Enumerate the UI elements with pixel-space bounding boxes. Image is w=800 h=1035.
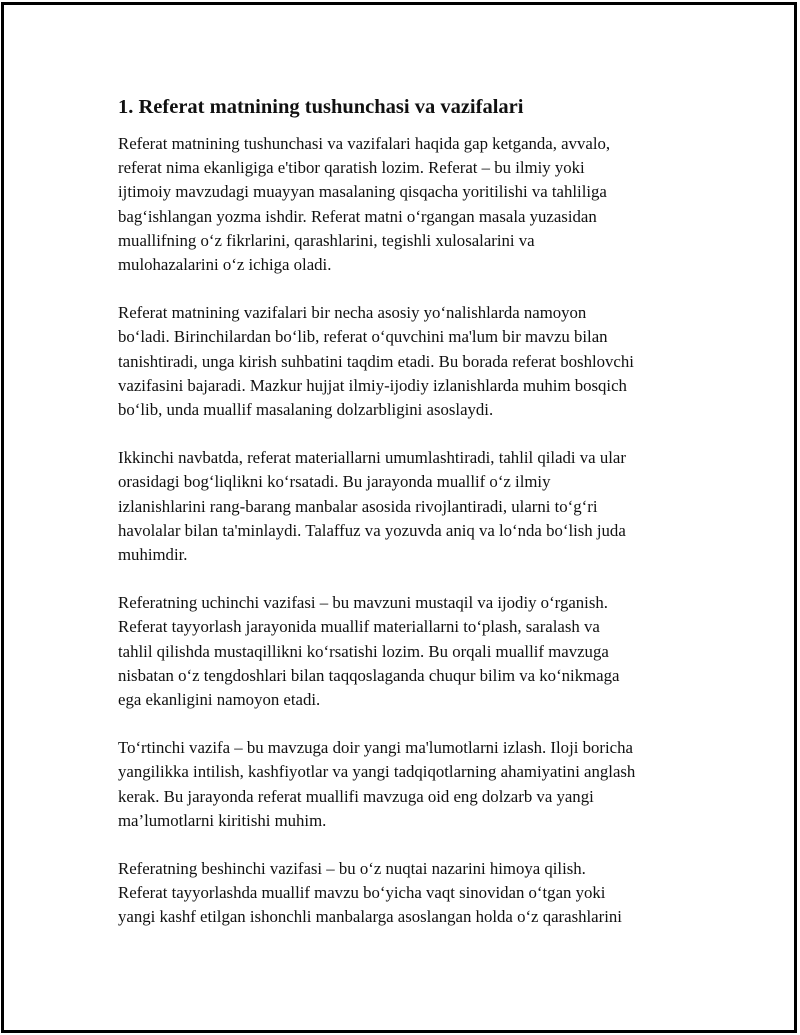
paragraph-5 xyxy=(118,736,698,833)
text-line: Ikkinchi navbatda, referat materiallarni umumlashtiradi, tahlil qiladi va ular xyxy=(118,448,626,468)
text-line: Referatning uchinchi vazifasi – bu mavzuni mustaqil va ijodiy o‘rganish. xyxy=(118,593,608,613)
text-line: Referat tayyorlash jarayonida muallif materiallarni to‘plash, saralash va xyxy=(118,617,600,637)
text-line: To‘rtinchi vazifa – bu mavzuga doir yangi ma'lumotlarni izlash. Iloji boricha xyxy=(118,738,633,758)
text-line: tahlil qilishda mustaqillikni ko‘rsatishi lozim. Bu orqali muallif mavzuga xyxy=(118,641,609,661)
text-line: izlanishlarini rang-barang manbalar asosida rivojlantiradi, ularni to‘g‘ri xyxy=(118,496,598,516)
text-line: referat nima ekanligiga e'tibor qaratish lozim. Referat – bu ilmiy yoki xyxy=(118,158,585,178)
text-line: Referat matnining tushunchasi va vazifalari haqida gap ketganda, avvalo, xyxy=(118,134,611,153)
text-line: ega ekanligini namoyon etadi. xyxy=(118,690,321,710)
text-line: orasidagi bog‘liqlikni ko‘rsatadi. Bu jarayonda muallif o‘z ilmiy xyxy=(118,472,551,492)
text-line: ma’lumotlarni kiritishi muhim. xyxy=(118,810,327,830)
text-line: tanishtiradi, unga kirish suhbatini taqdim etadi. Bu borada referat boshlovchi xyxy=(118,351,634,371)
paragraph-1 xyxy=(118,132,698,277)
document-content xyxy=(118,94,698,954)
text-line: mulohazalarini o‘z ichiga oladi. xyxy=(118,255,332,275)
text-line: vazifasini bajaradi. Mazkur hujjat ilmiy-ijodiy izlanishlarda muhim bosqich xyxy=(118,375,627,395)
paragraph-3 xyxy=(118,446,698,567)
text-line: Referat tayyorlashda muallif mavzu bo‘yicha vaqt sinovidan o‘tgan yoki xyxy=(118,883,606,903)
paragraph-4 xyxy=(118,591,698,712)
text-line: ijtimoiy mavzudagi muayyan masalaning qisqacha yoritilishi va tahliliga xyxy=(118,182,607,202)
document-title: 1. Referat matnining tushunchasi va vazifalari xyxy=(118,96,524,118)
paragraph-6 xyxy=(118,857,698,930)
text-line: bo‘ladi. Birinchilardan bo‘lib, referat o‘quvchini ma'lum bir mavzu bilan xyxy=(118,327,608,347)
text-line: Referatning beshinchi vazifasi – bu o‘z nuqtai nazarini himoya qilish. xyxy=(118,859,586,879)
text-line: bag‘ishlangan yozma ishdir. Referat matni o‘rgangan masala yuzasidan xyxy=(118,206,597,226)
text-line: nisbatan o‘z tengdoshlari bilan taqqoslaganda chuqur bilim va ko‘nikmaga xyxy=(118,665,620,685)
text-line: havolalar bilan ta'minlaydi. Talaffuz va yozuvda aniq va lo‘nda bo‘lish juda xyxy=(118,520,626,540)
text-line: Referat matnining vazifalari bir necha asosiy yo‘nalishlarda namoyon xyxy=(118,303,587,323)
text-line: muallifning o‘z fikrlarini, qarashlarini, tegishli xulosalarini va xyxy=(118,230,535,250)
text-line: bo‘lib, unda muallif masalaning dolzarbligini asoslaydi. xyxy=(118,400,494,420)
text-line: yangilikka intilish, kashfiyotlar va yangi tadqiqotlarning ahamiyatini anglash xyxy=(118,762,636,782)
text-line: yangi kashf etilgan ishonchli manbalarga asoslangan holda o‘z qarashlarini xyxy=(118,907,622,927)
text-line: kerak. Bu jarayonda referat muallifi mavzuga oid eng dolzarb va yangi xyxy=(118,786,594,806)
text-line: muhimdir. xyxy=(118,545,188,565)
paragraph-2 xyxy=(118,301,698,422)
